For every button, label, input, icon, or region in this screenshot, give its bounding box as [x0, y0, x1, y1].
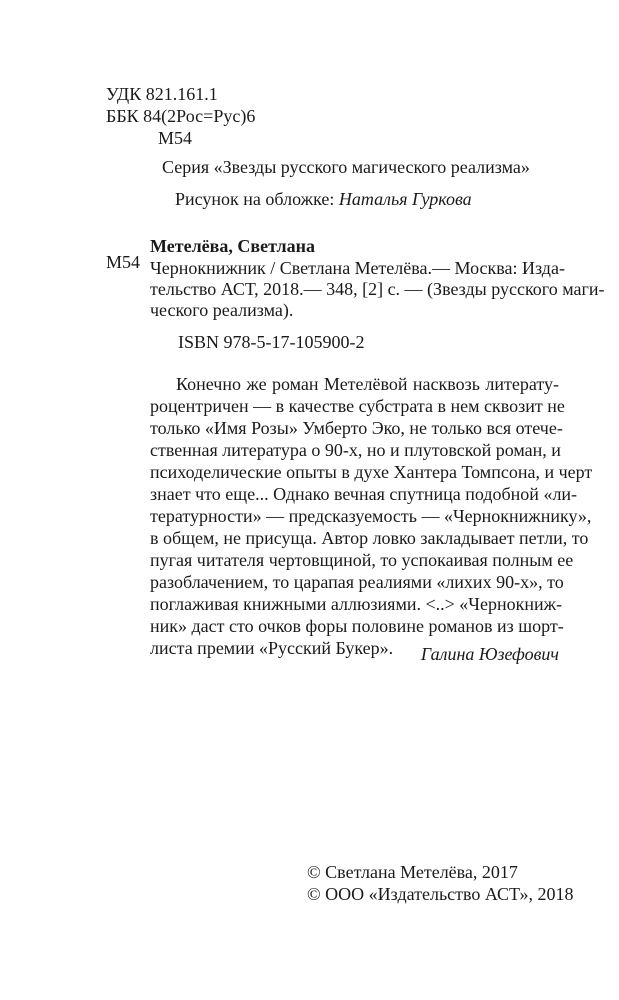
cover-credit — [175, 187, 472, 211]
annotation-line: ственная литература о 90-х, но и плутовской роман, и — [150, 440, 561, 460]
bibliographic-line: тельство АСТ, 2018.— 348, [2] с. — (Звезды русского маги- — [150, 279, 605, 299]
annotation-line: только «Имя Розы» Умберто Эко, не только вся отече- — [150, 418, 563, 438]
annotation-line: ник» даст сто очков форы половине романов из шорт- — [150, 616, 564, 636]
annotation-line: знает что еще... Однако вечная спутница подобной «ли- — [150, 484, 578, 504]
annotation-line: Конечно же роман Метелёвой насквозь литерату- — [176, 374, 559, 394]
annotation-line: поглаживая книжными аллюзиями. <..> «Чернокниж- — [150, 594, 563, 614]
cover-credit-label: Рисунок на обложке: — [175, 189, 335, 209]
author-mark: М54 — [158, 128, 193, 148]
annotation-line: психоделические опыты в духе Хантера Томпсона, и черт — [150, 462, 593, 482]
copyright-publisher: © ООО «Издательство АСТ», 2018 — [307, 884, 574, 904]
annotation-line: пугая читателя чертовщиной, то успокаивая полным ее — [150, 550, 574, 570]
bibliographic-line: Чернокнижник / Светлана Метелёва.— Москва: Изда- — [150, 258, 565, 278]
udk-code: УДК 821.161.1 — [106, 84, 218, 104]
annotation-line: роцентричен — в качестве субстрата в нем сквозит не — [150, 396, 565, 416]
series-title: Серия «Звезды русского магического реализма» — [162, 157, 530, 177]
annotation-line: листа премии «Русский Букер». — [150, 638, 394, 658]
annotation-line: тературности» — предсказуемость — «Чернокнижнику», — [150, 506, 592, 526]
cover-artist: Наталья Гуркова — [338, 189, 472, 209]
bibliographic-line: ческого реализма). — [150, 300, 294, 320]
isbn: ISBN 978-5-17-105900-2 — [178, 332, 365, 352]
bibliographic-mark: М54 — [106, 252, 141, 272]
annotation-line: в общем, не присуща. Автор ловко закладывает петли, то — [150, 528, 589, 548]
copyright-author: © Светлана Метелёва, 2017 — [307, 862, 518, 882]
bbk-code: ББК 84(2Рос=Рус)6 — [106, 106, 256, 126]
annotation-line: разоблачением, то царапая реалиями «лихих 90-х», то — [150, 572, 564, 592]
bibliographic-author: Метелёва, Светлана — [150, 236, 315, 256]
annotation-signature: Галина Юзефович — [420, 644, 559, 664]
